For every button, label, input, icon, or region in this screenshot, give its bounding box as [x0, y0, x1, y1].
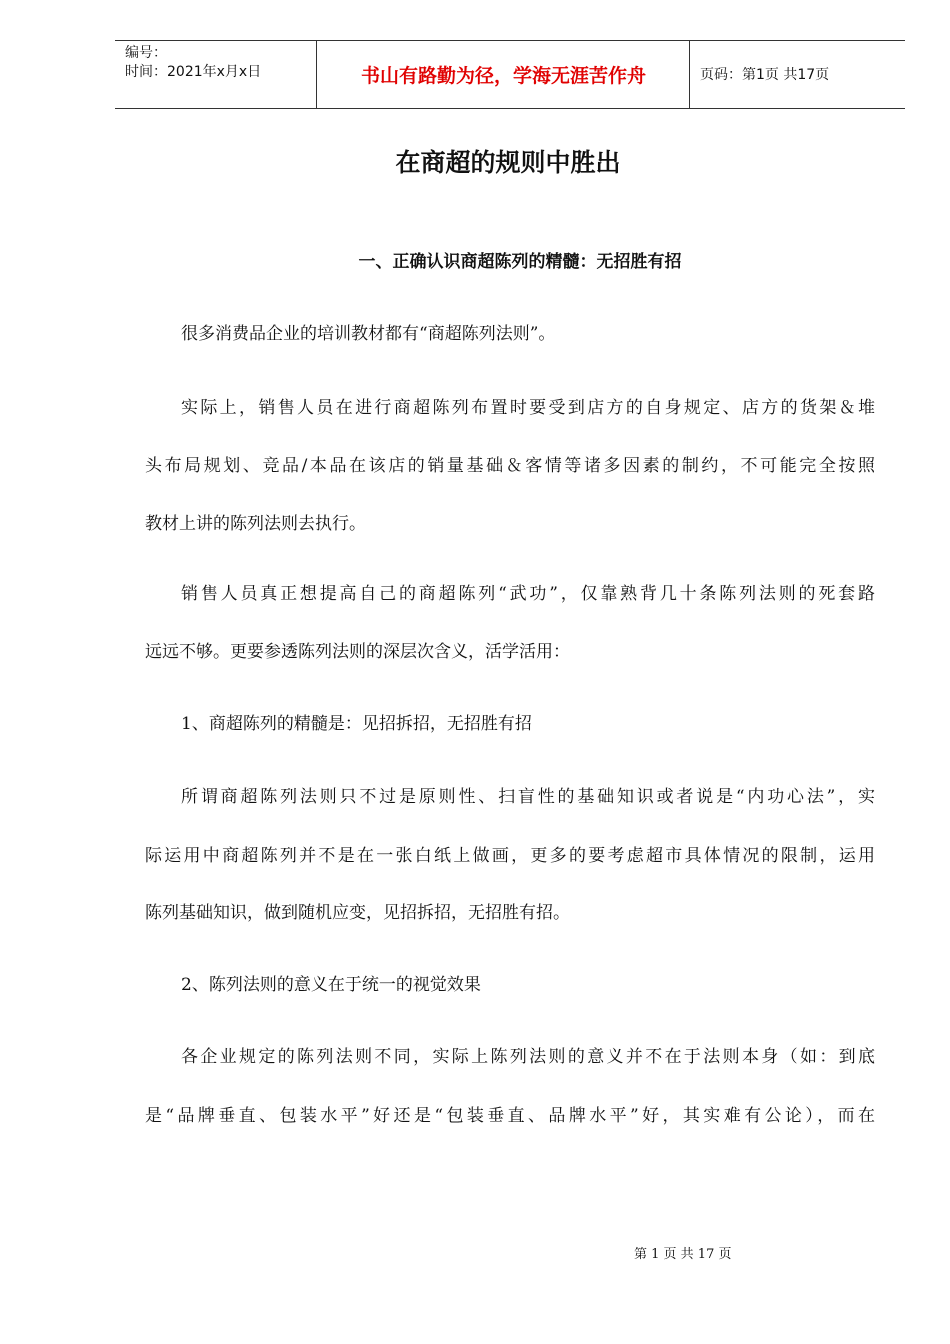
- body-line: 实际上，销售人员在进行商超陈列布置时要受到店方的自身规定、店方的货架＆堆: [181, 398, 875, 418]
- body-line: 际运用中商超陈列并不是在一张白纸上做画，更多的要考虑超市具体情况的限制，运用: [145, 846, 875, 866]
- numbered-subheading: 2、陈列法则的意义在于统一的视觉效果: [181, 975, 481, 995]
- header-page-cell: [690, 41, 905, 108]
- body-line: 是“品牌垂直、包装水平”好还是“包装垂直、品牌水平”好，其实难有公论），而在: [145, 1106, 875, 1126]
- body-line: 各企业规定的陈列法则不同，实际上陈列法则的意义并不在于法则本身（如：到底: [181, 1047, 875, 1067]
- header-page-number: 页码：第1页 共17页: [700, 67, 830, 83]
- body-line: 远远不够。更要参透陈列法则的深层次含义，活学活用：: [145, 642, 570, 662]
- body-line: 所谓商超陈列法则只不过是原则性、扫盲性的基础知识或者说是“内功心法”，实: [181, 787, 875, 807]
- section-heading: 一、正确认识商超陈列的精髓：无招胜有招: [358, 252, 682, 272]
- body-line: 头布局规划、竞品/本品在该店的销量基础＆客情等诸多因素的制约，不可能完全按照: [145, 456, 875, 476]
- page-footer: 第 1 页 共 17 页: [634, 1247, 732, 1262]
- body-line: 销售人员真正想提高自己的商超陈列“武功”，仅靠熟背几十条陈列法则的死套路: [181, 584, 875, 604]
- header-motto-cell: [317, 41, 690, 108]
- body-line: 陈列基础知识，做到随机应变，见招拆招，无招胜有招。: [145, 903, 570, 923]
- document-header: [115, 40, 905, 109]
- header-meta-cell: [115, 41, 317, 108]
- header-motto: 书山有路勤为径，学海无涯苦作舟: [360, 65, 646, 87]
- body-line: 教材上讲的陈列法则去执行。: [145, 514, 366, 534]
- document-title: 在商超的规则中胜出: [395, 148, 621, 177]
- document-number-label: 编号：: [125, 45, 167, 61]
- body-line: 很多消费品企业的培训教材都有“商超陈列法则”。: [181, 324, 556, 344]
- document-date: 时间：2021年x月x日: [125, 64, 262, 80]
- numbered-subheading: 1、商超陈列的精髓是：见招拆招，无招胜有招: [181, 714, 532, 734]
